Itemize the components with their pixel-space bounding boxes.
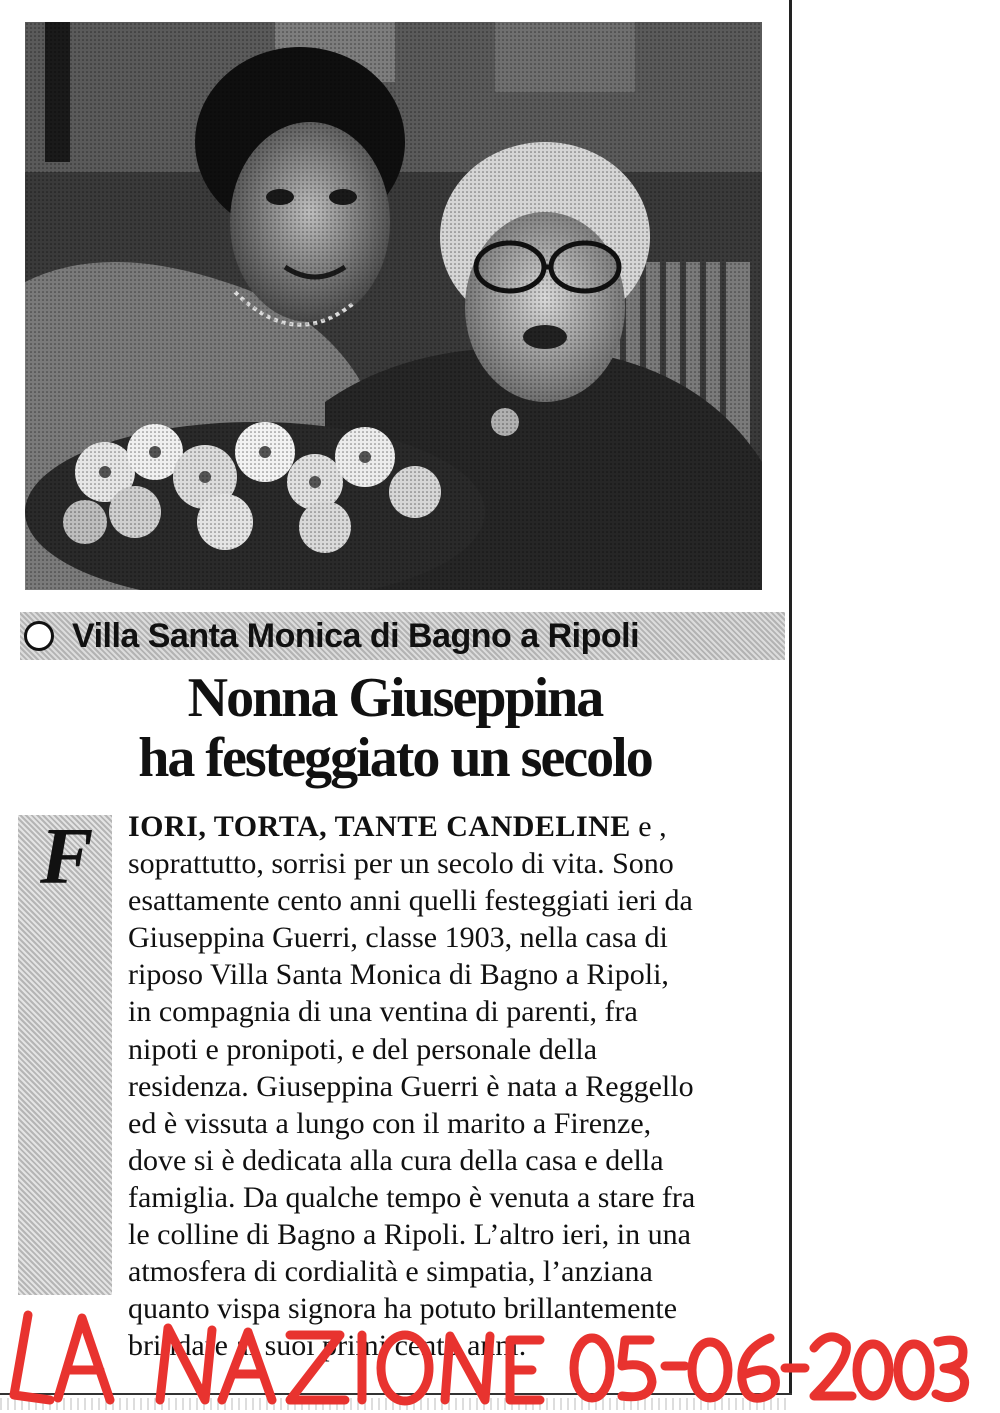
circle-bullet-icon bbox=[24, 621, 54, 651]
section-kicker bbox=[20, 612, 785, 660]
lead-caps: IORI, TORTA, TANTE CANDELINE bbox=[128, 810, 631, 843]
article-line: riposo Villa Santa Monica di Bagno a Ripoli, bbox=[128, 958, 669, 992]
handwritten-source-annotation bbox=[0, 1300, 1000, 1413]
article-line: esattamente cento anni quelli festeggiati ieri da bbox=[128, 884, 693, 918]
clipping-right-edge bbox=[789, 0, 792, 1395]
article-photo bbox=[25, 22, 762, 590]
headline-line-2: ha festeggiato un secolo bbox=[138, 727, 652, 789]
article-line: quanto vispa signora ha potuto brillantemente bbox=[128, 1292, 678, 1326]
drop-cap-letter: F bbox=[40, 813, 94, 901]
article-line: nipoti e pronipoti, e del personale della bbox=[128, 1032, 598, 1066]
kicker-text: Villa Santa Monica di Bagno a Ripoli bbox=[72, 616, 640, 655]
article-line: soprattutto, sorrisi per un secolo di vita. Sono bbox=[128, 847, 674, 881]
article-line: le colline di Bagno a Ripoli. L’altro ieri, in una bbox=[128, 1218, 691, 1252]
article-line: Giuseppina Guerri, classe 1903, nella casa di bbox=[128, 921, 668, 955]
article-body bbox=[128, 808, 788, 1364]
article-line: brindare ai suoi primi cento anni. bbox=[128, 1329, 527, 1363]
article-line: atmosfera di cordialità e simpatia, l’anziana bbox=[128, 1255, 653, 1289]
article-line bbox=[128, 808, 788, 845]
article-line: famiglia. Da qualche tempo è venuta a stare fra bbox=[128, 1180, 696, 1214]
drop-cap-block bbox=[18, 815, 112, 1295]
headline bbox=[30, 668, 760, 788]
article-line: ed è vissuta a lungo con il marito a Firenze, bbox=[128, 1106, 652, 1140]
lead-rest: e , bbox=[630, 810, 667, 843]
article-line: residenza. Giuseppina Guerri è nata a Reggello bbox=[128, 1069, 694, 1103]
article-line: dove si è dedicata alla cura della casa e della bbox=[128, 1143, 664, 1177]
headline-line-1: Nonna Giuseppina bbox=[187, 667, 603, 729]
article-line: in compagnia di una ventina di parenti, fra bbox=[128, 995, 638, 1029]
photo-of-two-women-icon bbox=[25, 22, 762, 590]
